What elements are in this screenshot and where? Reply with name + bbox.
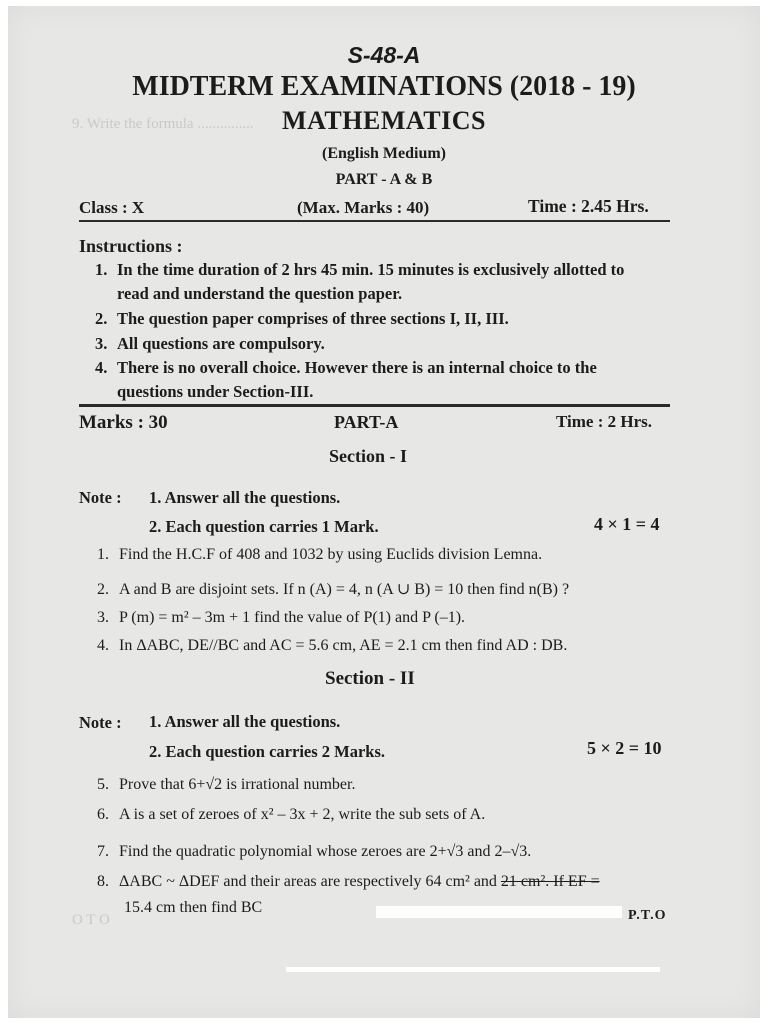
instruction-item: 2. The question paper comprises of three sections I, II, III. [95, 309, 509, 328]
instructions-heading: Instructions : [79, 236, 183, 256]
question-4: 4. In ΔABC, DE//BC and AC = 5.6 cm, AE = 2.1 cm then find AD : DB. [97, 637, 568, 654]
page-turn-note: P.T.O [628, 908, 667, 923]
section-2-note-label: Note : [79, 713, 122, 732]
class-label: Class : X [79, 198, 145, 217]
instruction-item: 1. In the time duration of 2 hrs 45 min. 15 minutes is exclusively allotted to [95, 260, 625, 279]
math-expression: 2+√3 [429, 843, 464, 860]
scan-artifact [376, 906, 622, 918]
part-a-marks: Marks : 30 [79, 412, 168, 433]
scan-artifact [286, 967, 660, 972]
struck-text: 21 cm². If EF = [500, 873, 600, 890]
question-2: 2. A and B are disjoint sets. If n (A) = 4, n (A ∪ B) = 10 then find n(B) ? [97, 581, 570, 598]
question-3: 3. P (m) = m² – 3m + 1 find the value of P(1) and P (–1). [97, 609, 466, 626]
section-1-title: Section - I [329, 446, 407, 466]
section-1-note-label: Note : [79, 488, 122, 507]
question-1: 1. Find the H.C.F of 408 and 1032 by using Euclids division Lemna. [97, 546, 543, 563]
section-1-note-1: 1. Answer all the questions. [149, 488, 341, 507]
question-8: 8. ΔABC ~ ΔDEF and their areas are respectively 64 cm² and 21 cm². If EF = [97, 873, 600, 890]
time-allowed: Time : 2.45 Hrs. [528, 196, 649, 216]
max-marks: (Max. Marks : 40) [297, 198, 430, 217]
instruction-item: 4. There is no overall choice. However there is an internal choice to the [95, 358, 597, 377]
math-expression: 2–√3. [494, 843, 532, 860]
instruction-item: 3. All questions are compulsory. [95, 334, 325, 353]
instructions-divider [79, 404, 670, 407]
paper-code: S-48-A [347, 42, 421, 68]
math-expression: 6+√2 [188, 776, 223, 793]
instruction-item-continued: read and understand the question paper. [117, 284, 403, 303]
show-through-text: O T O [72, 912, 110, 928]
section-2-note-2: 2. Each question carries 2 Marks. [149, 742, 386, 761]
question-6: 6. A is a set of zeroes of x² – 3x + 2, write the sub sets of A. [97, 806, 486, 823]
medium-label: (English Medium) [321, 145, 446, 162]
part-label: PART - A & B [335, 171, 433, 188]
section-1-note-2: 2. Each question carries 1 Mark. [149, 517, 379, 536]
part-a-time: Time : 2 Hrs. [556, 412, 653, 431]
question-7: 7. Find the quadratic polynomial whose zeroes are 2+√3 and 2–√3. [97, 843, 532, 860]
section-2-title: Section - II [325, 668, 415, 689]
instruction-item-continued: questions under Section-III. [117, 382, 314, 401]
show-through-text: 9. Write the formula ............... [72, 116, 254, 132]
header-divider [79, 220, 670, 222]
subject-title: MATHEMATICS [282, 106, 486, 135]
question-5: 5. Prove that 6+√2 is irrational number. [97, 776, 356, 793]
exam-title: MIDTERM EXAMINATIONS (2018 - 19) [132, 71, 636, 102]
section-1-mark-scheme: 4 × 1 = 4 [594, 514, 660, 534]
part-a-title: PART-A [334, 412, 399, 432]
section-2-mark-scheme: 5 × 2 = 10 [587, 738, 662, 758]
question-8-continued: 15.4 cm then find BC [124, 899, 263, 916]
section-2-note-1: 1. Answer all the questions. [149, 712, 341, 731]
